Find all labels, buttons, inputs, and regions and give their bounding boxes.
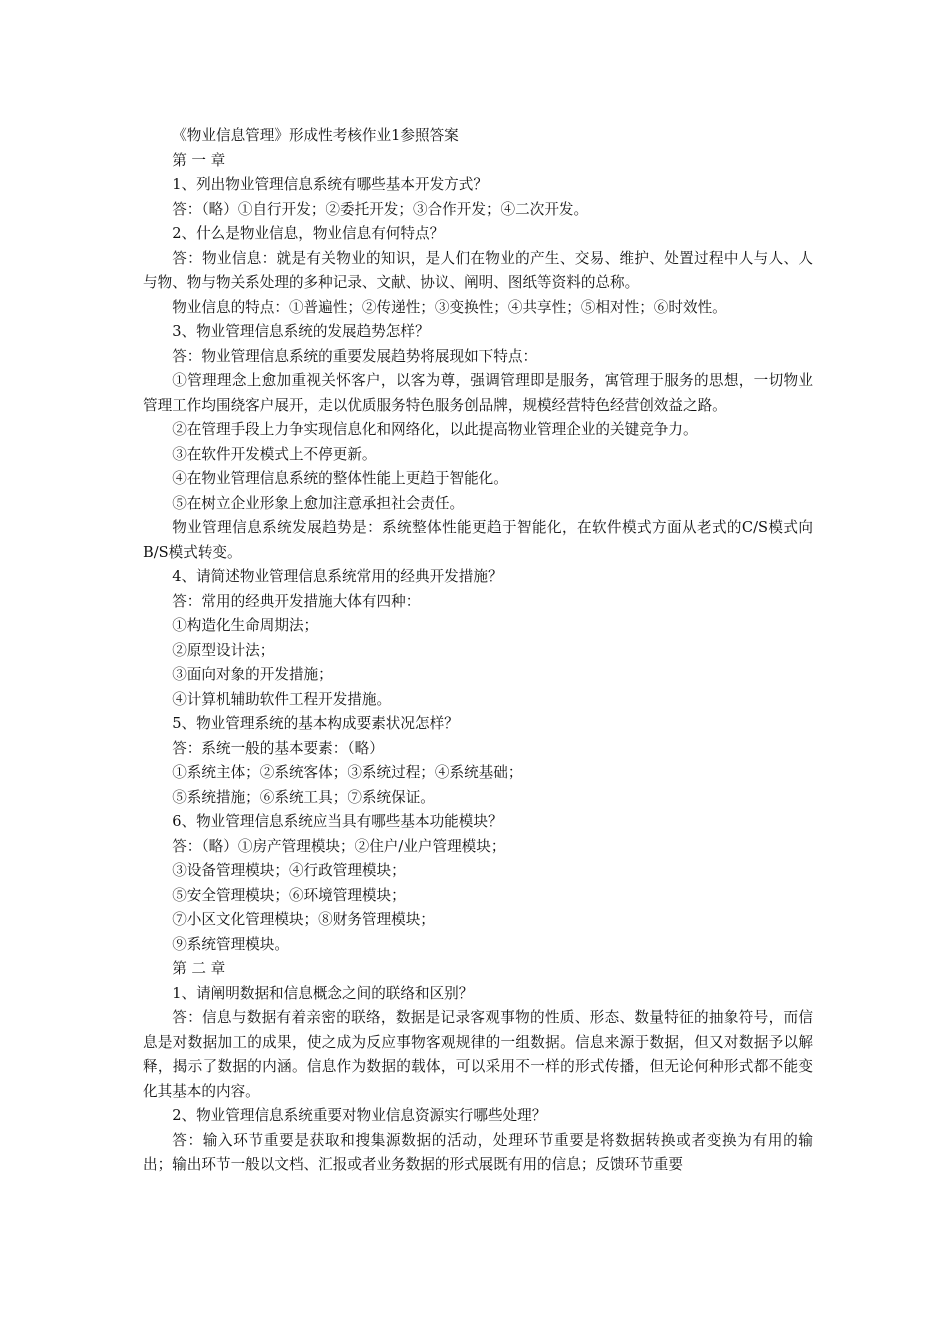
- answer-item: ⑨系统管理模块。: [172, 935, 289, 953]
- answer-item: ②在管理手段上力争实现信息化和网络化，以此提高物业管理企业的关键竞争力。: [172, 421, 698, 438]
- question: 5、物业管理系统的基本构成要素状况怎样？: [172, 715, 459, 732]
- answer-item: ①管理理念上愈加重视关怀客户，以客为尊，强调管理即是服务，寓管理于服务的思想，一切物业管理工作均围绕客户展开，走以优质服务特色服务创品牌，规模经营特色经营创效益之路。: [143, 372, 813, 414]
- answer-item: ①构造化生命周期法；: [172, 617, 319, 634]
- answer-item: ①系统主体；②系统客体；③系统过程；④系统基础；: [172, 764, 523, 781]
- answer-item: ③面向对象的开发措施；: [172, 666, 333, 683]
- answer: 答：信息与数据有着亲密的联络，数据是记录客观事物的性质、形态、数量特征的抽象符号，而信息是对数据加工的成果，使之成为反应事物客观规律的一组数据。信息来源于数据，但又对数据予以解释，揭示了数据的内涵。信息作为数据的载体，可以采用不一样的形式传播，但无论何种形式都不能变化其基本的内容。: [143, 1009, 813, 1100]
- question: 1、列出物业管理信息系统有哪些基本开发方式？: [172, 176, 488, 193]
- question: 1、请阐明数据和信息概念之间的联络和区别？: [172, 984, 474, 1002]
- answer: 答：（略）①自行开发；②委托开发；③合作开发；④二次开发。: [172, 200, 589, 218]
- chapter-heading: 第 一 章: [172, 151, 226, 169]
- document-title: 《物业信息管理》形成性考核作业1参照答案: [172, 127, 459, 144]
- answer: 答：常用的经典开发措施大体有四种：: [172, 592, 421, 610]
- answer: 答：（略）①房产管理模块；②住户/业户管理模块；: [172, 837, 506, 855]
- answer-item: ③设备管理模块；④行政管理模块；: [172, 862, 406, 879]
- answer: 答：物业管理信息系统的重要发展趋势将展现如下特点：: [172, 347, 538, 365]
- document-body: [143, 124, 813, 1178]
- answer-item: ④计算机辅助软件工程开发措施。: [172, 690, 392, 708]
- answer-item: ⑤安全管理模块；⑥环境管理模块；: [172, 886, 406, 904]
- question: 3、物业管理信息系统的发展趋势怎样？: [172, 323, 430, 340]
- answer-item: ⑦小区文化管理模块；⑧财务管理模块；: [172, 911, 435, 928]
- chapter-heading: 第 二 章: [172, 960, 226, 977]
- answer: 答：物业信息：就是有关物业的知识，是人们在物业的产生、交易、维护、处置过程中人与人、人与物、物与物关系处理的多种记录、文献、协议、阐明、图纸等资料的总称。: [143, 249, 813, 291]
- question: 2、物业管理信息系统重要对物业信息资源实行哪些处理？: [172, 1107, 547, 1124]
- answer: 物业管理信息系统发展趋势是：系统整体性能更趋于智能化，在软件模式方面从老式的C/S模式向B/S模式转变。: [143, 519, 813, 561]
- answer: 答：系统一般的基本要素：（略）: [172, 739, 384, 757]
- answer-item: ③在软件开发模式上不停更新。: [172, 445, 377, 463]
- answer: 答：输入环节重要是获取和搜集源数据的活动，处理环节重要是将数据转换或者变换为有用的输出；输出环节一般以文档、汇报或者业务数据的形式展既有用的信息；反馈环节重要: [143, 1131, 813, 1173]
- answer-item: ⑤系统措施；⑥系统工具；⑦系统保证。: [172, 788, 435, 806]
- answer: 物业信息的特点：①普遍性；②传递性；③变换性；④共享性；⑤相对性；⑥时效性。: [172, 298, 727, 316]
- question: 4、请简述物业管理信息系统常用的经典开发措施？: [172, 568, 503, 585]
- answer-item: ④在物业管理信息系统的整体性能上更趋于智能化。: [172, 470, 508, 487]
- question: 2、什么是物业信息，物业信息有何特点？: [172, 225, 445, 242]
- answer-item: ⑤在树立企业形象上愈加注意承担社会责任。: [172, 494, 465, 512]
- question: 6、物业管理信息系统应当具有哪些基本功能模块？: [172, 813, 503, 830]
- answer-item: ②原型设计法；: [172, 641, 275, 659]
